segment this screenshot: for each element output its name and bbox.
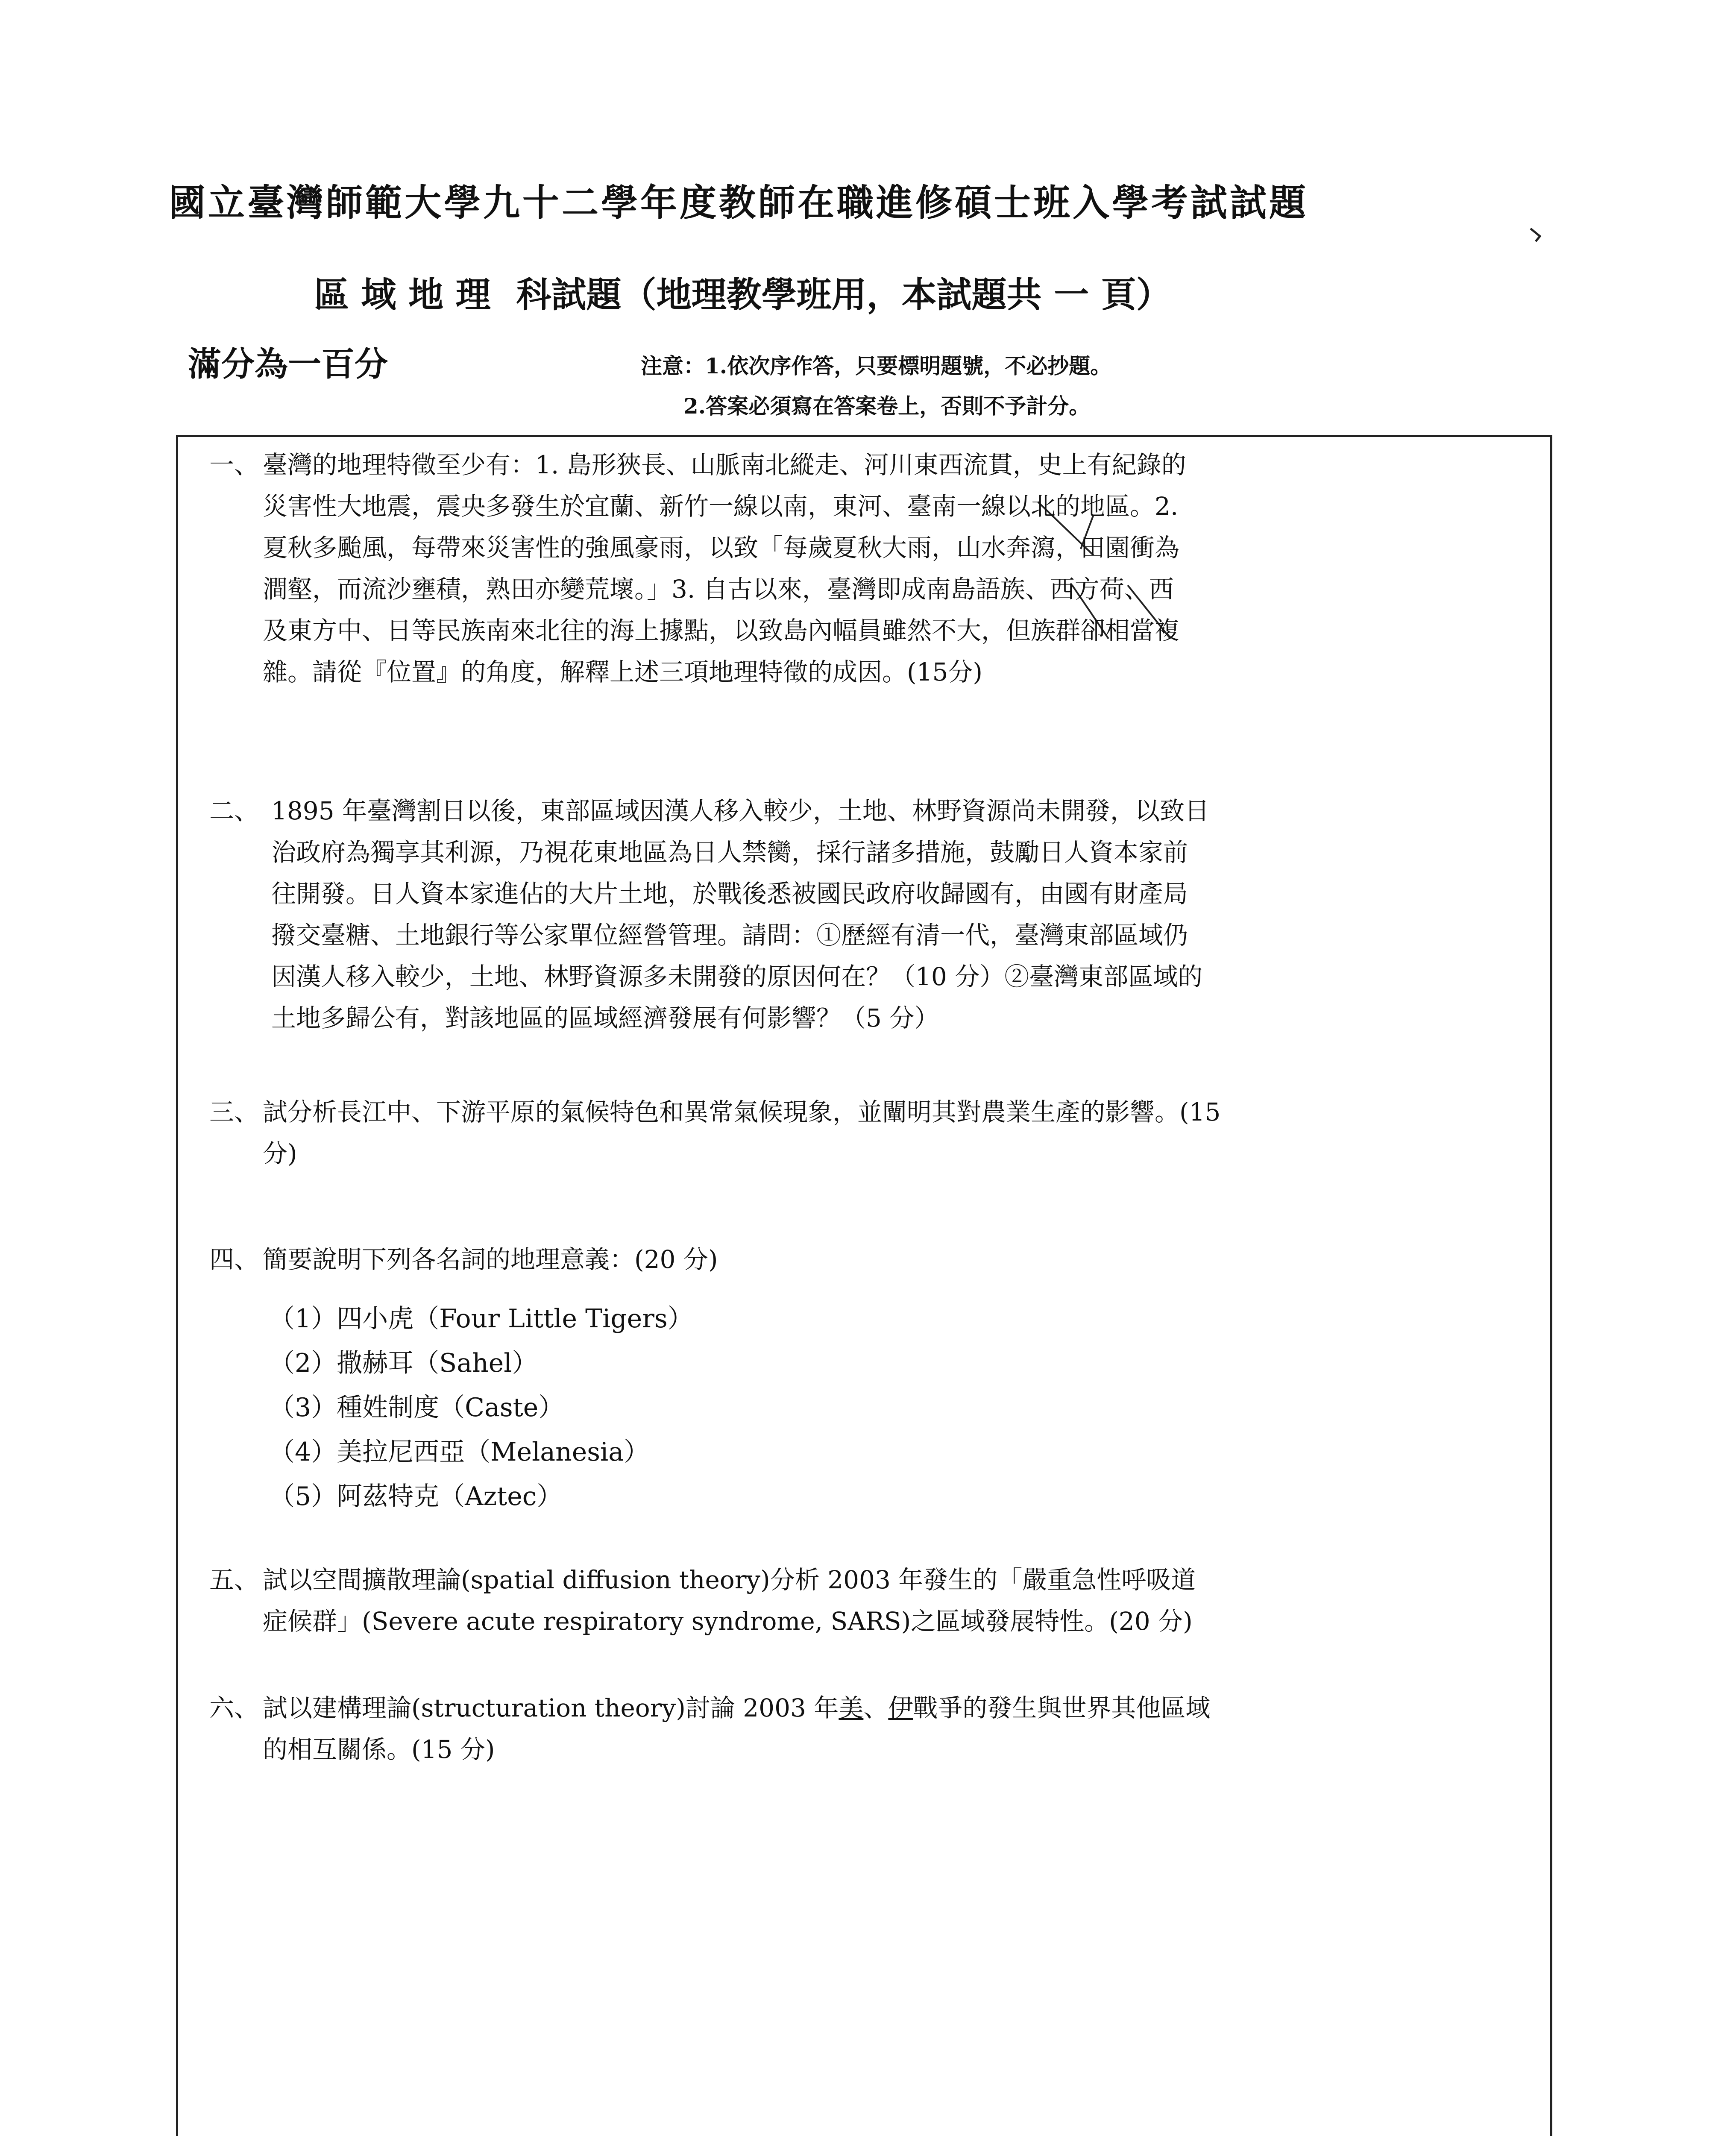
question-number: 四、 (209, 1245, 259, 1274)
question-line: 試分析長江中、下游平原的氣候特色和異常氣候現象，並闡明其對農業生產的影響。(15 (263, 1097, 1221, 1127)
question-line: 分) (263, 1139, 297, 1168)
question-text-segment: 、 (863, 1693, 889, 1722)
question-number: 六、 (209, 1693, 259, 1722)
question-line: 症候群」(Severe acute respiratory syndrome, SARS)之區域發展特性。(20 分) (263, 1607, 1193, 1636)
question-text (263, 1239, 1525, 1280)
question-line: 臺灣的地理特徵至少有：1. 島形狹長、山脈南北縱走、河川東西流貫，史上有紀錄的 (263, 450, 1186, 479)
question-line: 的相互關係。(15 分) (263, 1735, 495, 1764)
question-text (263, 1559, 1525, 1642)
exam-notes (641, 346, 1367, 426)
question-6 (209, 1687, 1525, 1770)
question-number: 二、 (209, 796, 259, 825)
term-item: （1）四小虎（Four Little Tigers） (269, 1304, 693, 1334)
exam-subtitle (314, 267, 1467, 317)
question-3 (209, 1091, 1525, 1174)
term-item: （3）種姓制度（Caste） (269, 1393, 564, 1423)
note-line: 2.答案必須寫在答案卷上，否則不予計分。 (683, 393, 1091, 419)
exam-title: 國立臺灣師範大學九十二學年度教師在職進修碩士班入學考試試題 (169, 181, 1308, 224)
underlined-country: 美 (839, 1693, 864, 1722)
term-item: （2）撒赫耳（Sahel） (269, 1348, 538, 1378)
question-2 (209, 790, 1525, 1039)
question-text (263, 444, 1525, 693)
question-number: 一、 (209, 450, 259, 479)
question-4 (209, 1239, 1525, 1280)
question-line: 夏秋多颱風，每帶來災害性的強風豪雨，以致「每歲夏秋大雨，山水奔瀉，田園衝為 (263, 533, 1180, 562)
question-line: 試以空間擴散理論(spatial diffusion theory)分析 2003 年發生的「嚴重急性呼吸道 (263, 1565, 1196, 1594)
handwritten-mark (1527, 224, 1546, 244)
term-item: （5）阿茲特克（Aztec） (269, 1482, 563, 1511)
question-text-segment: 試以建構理論(structuration theory)討論 2003 年 (263, 1693, 839, 1722)
term-item: （4）美拉尼西亞（Melanesia） (269, 1437, 649, 1467)
question-5 (209, 1559, 1525, 1642)
question-text (263, 1091, 1525, 1174)
question-number: 三、 (209, 1097, 259, 1127)
subject-info: 科試題（地理教學班用，本試題共 一 頁） (516, 274, 1171, 315)
question-1 (209, 444, 1525, 693)
question-text-segment: 戰爭的發生與世界其他區域 (913, 1693, 1211, 1722)
subject-name: 區 域 地 理 (314, 274, 491, 315)
question-line: 撥交臺糖、土地銀行等公家單位經營管理。請問：①歷經有清一代，臺灣東部區域仍 (271, 921, 1188, 950)
question-line: 土地多歸公有，對該地區的區域經濟發展有何影響？（5 分） (271, 1003, 939, 1033)
question-line: 及東方中、日等民族南來北往的海上據點，以致島內幅員雖然不大，但族群卻相當複 (263, 616, 1180, 645)
note-line: 注意：1.依次序作答，只要標明題號，不必抄題。 (641, 353, 1112, 378)
question-line: 治政府為獨享其利源，乃視花東地區為日人禁臠，採行諸多措施，鼓勵日人資本家前 (271, 838, 1188, 867)
question-line: 簡要說明下列各名詞的地理意義：(20 分) (263, 1245, 718, 1274)
question-line: 災害性大地震，震央多發生於宜蘭、新竹一線以南，東河、臺南一線以北的地區。2. (263, 492, 1179, 521)
question-line: 因漢人移入較少，土地、林野資源多未開發的原因何在？（10 分）②臺灣東部區域的 (271, 962, 1203, 991)
question-line: 往開發。日人資本家進佔的大片土地，於戰後悉被國民政府收歸國有，由國有財產局 (271, 879, 1188, 908)
question-line: 1895 年臺灣割日以後，東部區域因漢人移入較少，土地、林野資源尚未開發，以致日 (271, 796, 1210, 825)
question-line: 澗壑，而流沙壅積，熟田亦變荒壞。」3. 自古以來，臺灣即成南島語族、西方荷、西 (263, 575, 1174, 604)
term-list (269, 1297, 693, 1519)
question-number: 五、 (209, 1565, 259, 1594)
question-text (263, 1687, 1525, 1770)
full-score-label: 滿分為一百分 (188, 345, 388, 384)
question-line: 雜。請從『位置』的角度，解釋上述三項地理特徵的成因。(15分) (263, 657, 983, 687)
question-text (271, 790, 1525, 1039)
underlined-country: 伊 (888, 1693, 913, 1722)
question-line (263, 1687, 1525, 1729)
